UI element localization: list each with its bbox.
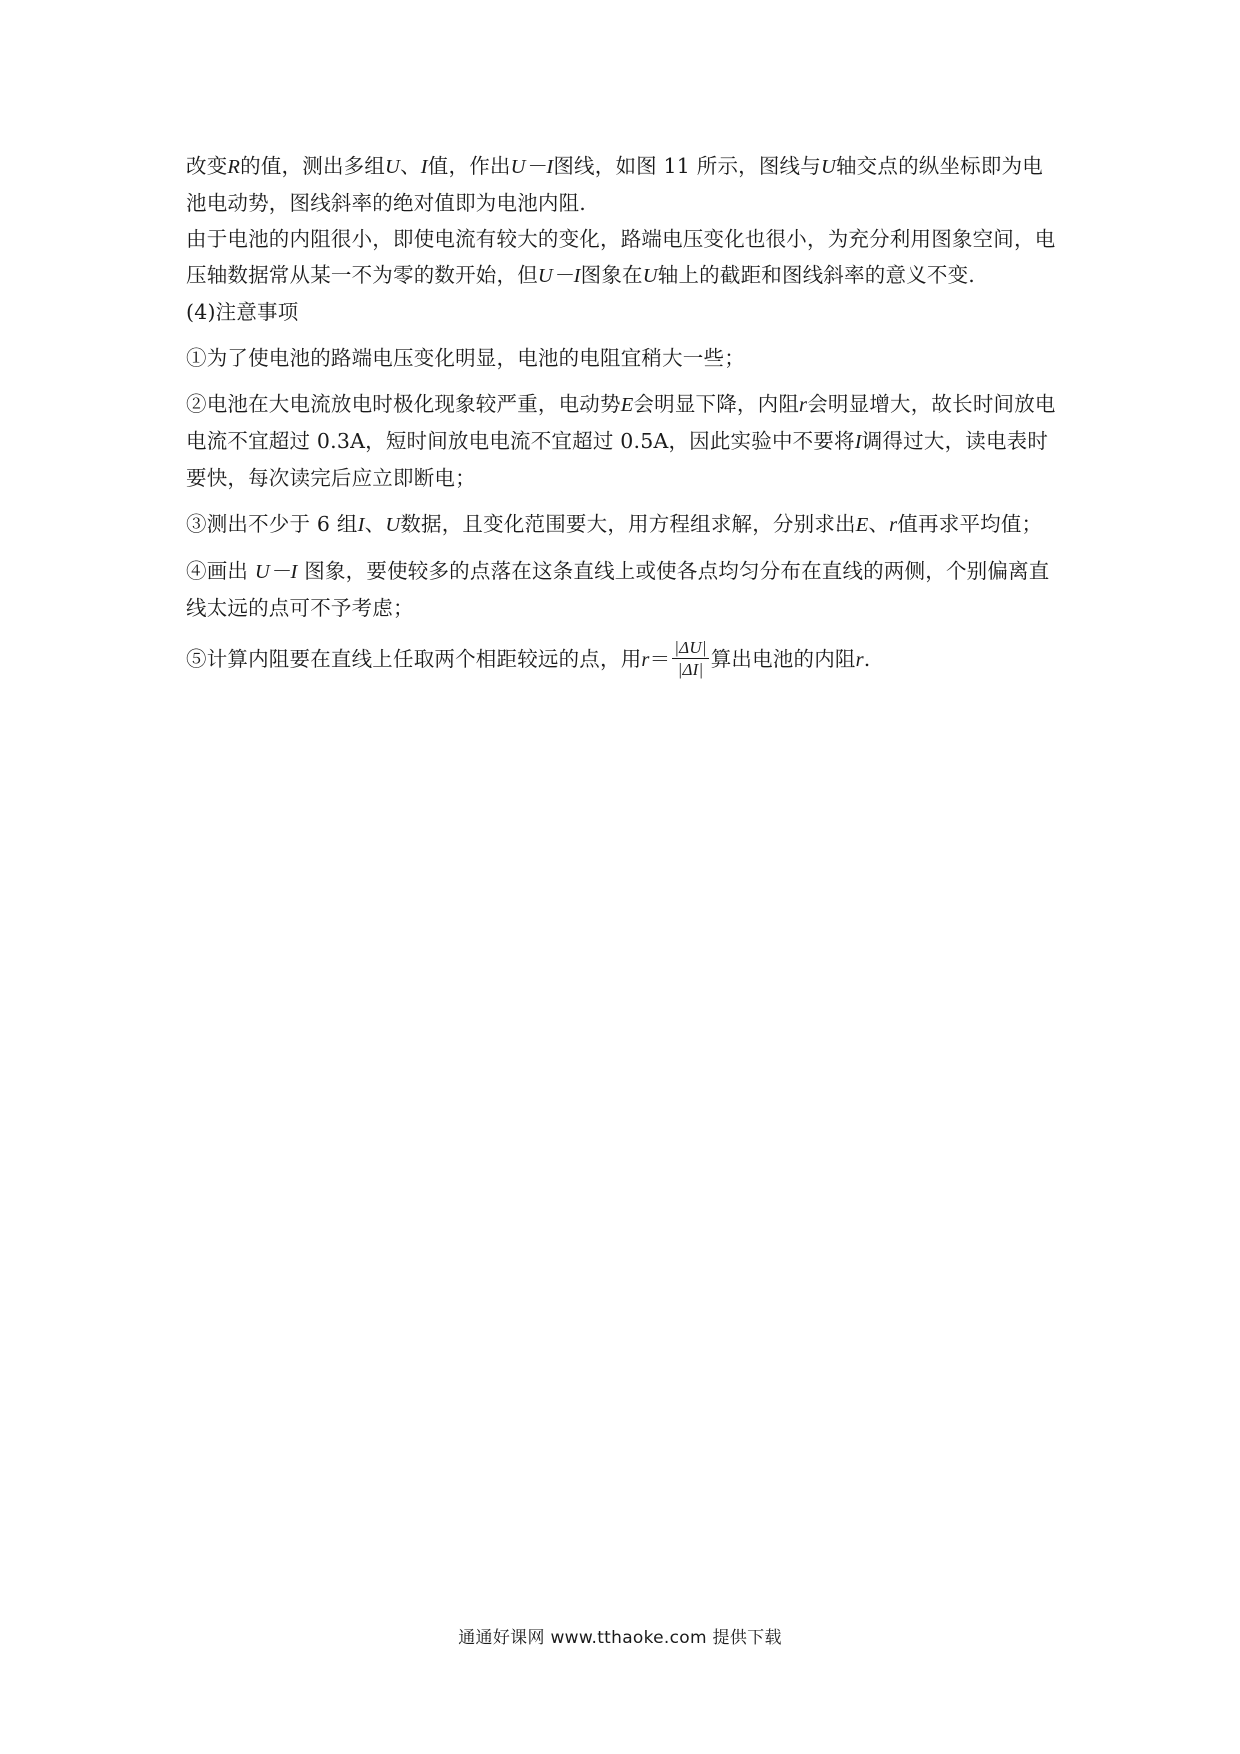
symbol-r: r [641,649,650,671]
text: 的值，测出多组 [240,154,386,178]
list-item-1: ①为了使电池的路端电压变化明显，电池的电阻宜稍大一些； [186,346,745,370]
symbol-E: E [620,394,634,416]
fraction-formula [672,638,708,679]
text: 值，作出 [427,154,511,178]
symbol-U: U [385,514,401,536]
symbol-r: r [855,649,864,671]
text: 图象，要使较多的点落在这条直线上或使各点均匀分布在直线的两侧，个别偏离直线太远的点可不予考虑； [186,559,1050,620]
list-item-4 [186,553,1062,626]
text: 、 [400,154,421,178]
symbol-r: r [799,394,808,416]
text: ③测出不少于 6 组 [186,512,358,536]
symbol-R: R [227,156,241,178]
text: 调得过大，读电表时要快，每次读完后应立即断电； [186,429,1049,490]
text: ②电池在大电流放电时极化现象较严重，电动势 [186,392,621,416]
section-heading: (4)注意事项 [186,300,299,324]
text: 会明显下降，内阻 [633,392,800,416]
list-item-2 [186,386,1062,496]
text: 由于电池的内阻很小，即使电流有较大的变化，路端电压变化也很小，为充分利用图象空间，电压轴数据常从某一不为零的数开始，但 [186,227,1056,287]
text: 算出电池的内阻 [710,647,856,671]
text: 图象在 [580,263,643,287]
text: 、 [868,512,890,536]
text: 值再求平均值； [897,512,1043,536]
symbol-U-I: U－I [510,156,554,178]
text: 轴上的截距和图线斜率的意义不变. [657,263,975,287]
list-item-5 [186,640,1062,681]
paragraph-axis-note [186,221,1062,294]
symbol-U-I: U－I [537,265,581,287]
equals-sign: ＝ [649,647,671,671]
document-body [186,148,1062,681]
symbol-I: I [854,431,862,453]
text: 会明显增大，故长时间放电电流不宜超过 0.3A，短时间放电电流不宜超过 0.5A，因此实验中不要将 [186,392,1056,453]
symbol-E: E [855,514,869,536]
fraction-denominator: |ΔI| [677,660,704,679]
text: 轴交点的纵坐标即为电池电动势，图线斜率的绝对值即为电池内阻. [186,154,1043,215]
text: 、 [364,512,386,536]
text: 数据，且变化范围要大，用方程组求解，分别求出 [400,512,856,536]
text: ⑤计算内阻要在直线上任取两个相距较远的点，用 [186,647,642,671]
symbol-U-I: U－I [254,561,298,583]
fraction-numerator: |ΔU| [674,638,707,657]
text: 改变 [186,154,228,178]
list-item-3 [186,506,1062,543]
symbol-U: U [820,156,836,178]
text: ④画出 [186,559,255,583]
symbol-r: r [889,514,898,536]
symbol-U: U [385,156,401,178]
page-footer: 通通好课网 www.tthaoke.com 提供下载 [458,1628,782,1648]
symbol-U: U [642,265,658,287]
text: . [863,647,871,671]
paragraph-ui-graph [186,148,1062,221]
symbol-I: I [420,156,428,178]
text: 图线，如图 11 所示，图线与 [553,154,821,178]
symbol-I: I [357,514,365,536]
